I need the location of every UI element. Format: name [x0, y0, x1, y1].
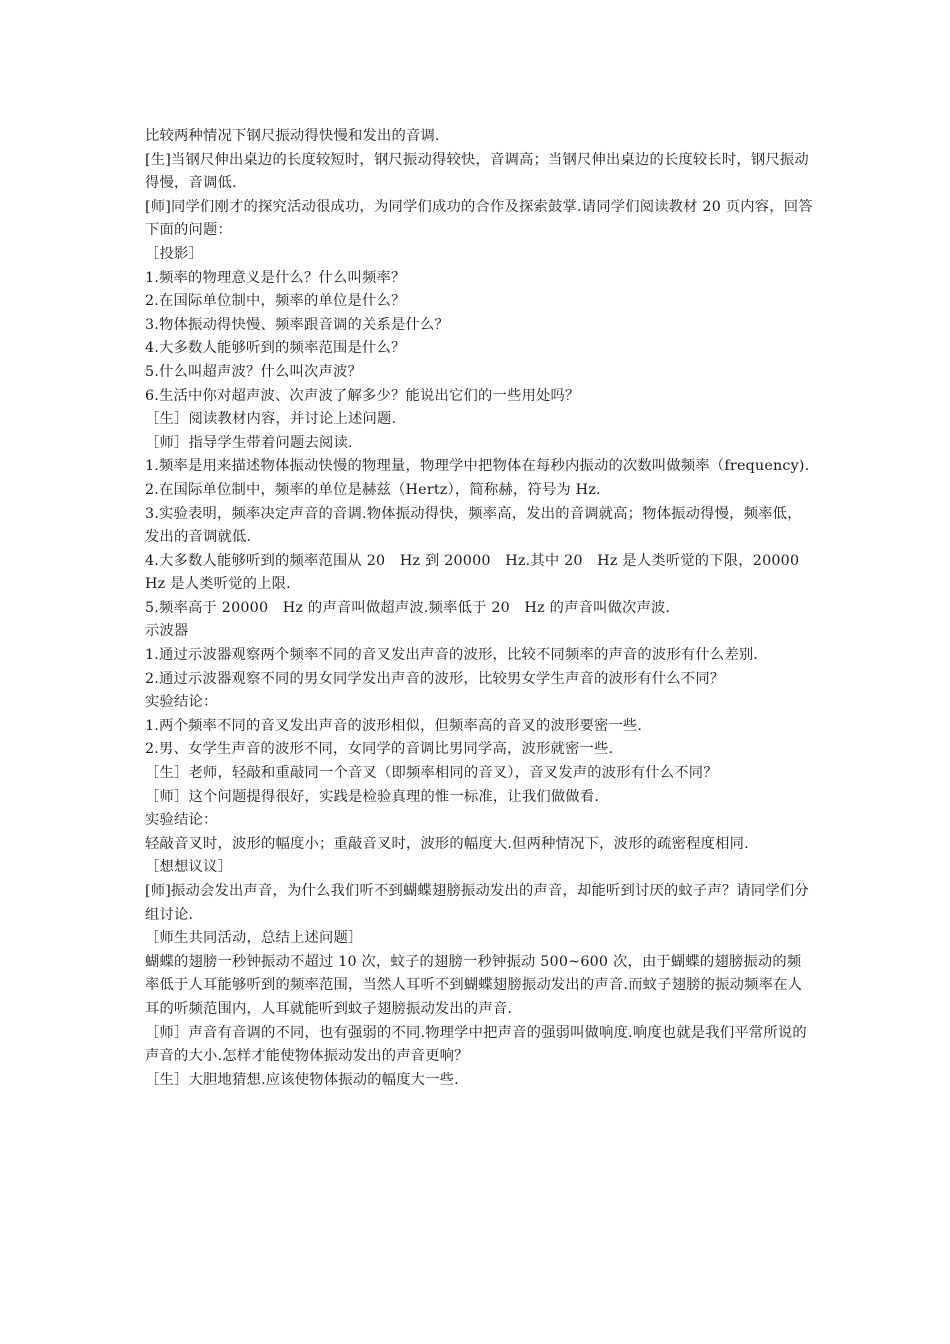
- paragraph: 4.大多数人能够听到的频率范围是什么？: [145, 340, 406, 357]
- paragraph: 轻敲音叉时，波形的幅度小；重敲音叉时，波形的幅度大.但两种情况下，波形的疏密程度相同.: [145, 835, 749, 852]
- section-heading: 实验结论：: [145, 694, 218, 711]
- paragraph: 2.在国际单位制中，频率的单位是赫兹（Hertz），简称赫，符号为 Hz.: [145, 481, 601, 498]
- paragraph: 5.频率高于 20000 Hz 的声音叫做超声波.频率低于 20 Hz 的声音叫做次声波.: [145, 599, 671, 616]
- section-heading: 实验结论：: [145, 812, 218, 829]
- paragraph: [师]振动会发出声音，为什么我们听不到蝴蝶翅膀振动发出的声音，却能听到讨厌的蚊子声？请同学们分组讨论.: [145, 883, 809, 923]
- paragraph: ［师生共同活动，总结上述问题］: [145, 930, 363, 947]
- section-heading: 示波器: [145, 623, 189, 640]
- paragraph: 5.什么叫超声波？什么叫次声波？: [145, 363, 362, 380]
- paragraph: 1.通过示波器观察两个频率不同的音叉发出声音的波形，比较不同频率的声音的波形有什么差别.: [145, 647, 759, 664]
- paragraph: ［想想议议］: [145, 859, 232, 876]
- paragraph: [生]当钢尺伸出桌边的长度较短时，钢尺振动得较快，音调高；当钢尺伸出桌边的长度较长时，钢尺振动得慢，音调低.: [145, 151, 809, 192]
- paragraph: 比较两种情况下钢尺振动得快慢和发出的音调.: [145, 128, 440, 144]
- paragraph: 2.通过示波器观察不同的男女同学发出声音的波形，比较男女学生声音的波形有什么不同？: [145, 670, 725, 687]
- paragraph: 6.生活中你对超声波、次声波了解多少？能说出它们的一些用处吗？: [145, 387, 580, 404]
- paragraph: [师]同学们刚才的探究活动很成功，为同学们成功的合作及探索鼓掌.请同学们阅读教材 20 页内容，回答下面的问题：: [145, 198, 813, 239]
- paragraph: ［师］声音有音调的不同，也有强弱的不同.物理学中把声音的强弱叫做响度.响度也就是我们平常所说的声音的大小.怎样才能使物体振动发出的声音更响？: [145, 1024, 807, 1065]
- paragraph: ［生］老师，轻敲和重敲同一个音叉（即频率相同的音叉），音叉发声的波形有什么不同？: [145, 765, 718, 782]
- paragraph: 1.频率的物理意义是什么？什么叫频率？: [145, 269, 406, 286]
- paragraph: ［生］阅读教材内容，并讨论上述问题.: [145, 411, 397, 428]
- paragraph: 3.实验表明，频率决定声音的音调.物体振动得快，频率高，发出的音调就高；物体振动得慢，频率低，发出的音调就低.: [145, 505, 802, 546]
- paragraph: 蝴蝶的翅膀一秒钟振动不超过 10 次，蚊子的翅膀一秒钟振动 500~600 次，由于蝴蝶的翅膀振动的频率低于人耳能够听到的频率范围，当然人耳听不到蝴蝶翅膀振动发出的声音.而蚊子翅膀的振动频率在人耳的听频范围内，人耳就能听到蚊子翅膀振动发出的声音.: [145, 953, 803, 1017]
- paragraph: 2.男、女学生声音的波形不同，女同学的音调比男同学高，波形就密一些.: [145, 741, 614, 758]
- paragraph: 1.两个频率不同的音叉发出声音的波形相似，但频率高的音叉的波形要密一些.: [145, 717, 643, 734]
- paragraph: 1.频率是用来描述物体振动快慢的物理量，物理学中把物体在每秒内振动的次数叫做频率（frequency).: [145, 458, 810, 475]
- paragraph: ［师］这个问题提得很好，实践是检验真理的惟一标准，让我们做做看.: [145, 788, 600, 805]
- paragraph: 4.大多数人能够听到的频率范围从 20 Hz 到 20000 Hz.其中 20 Hz 是人类听觉的下限，20000 Hz 是人类听觉的上限.: [145, 552, 814, 593]
- paragraph: ［生］大胆地猜想.应该使物体振动的幅度大一些.: [145, 1071, 459, 1088]
- paragraph: ［投影］: [145, 245, 203, 262]
- paragraph: 3.物体振动得快慢、频率跟音调的关系是什么？: [145, 316, 449, 333]
- paragraph: ［师］指导学生带着问题去阅读.: [145, 434, 353, 451]
- paragraph: 2.在国际单位制中，频率的单位是什么？: [145, 293, 406, 310]
- document-body: [145, 125, 815, 1092]
